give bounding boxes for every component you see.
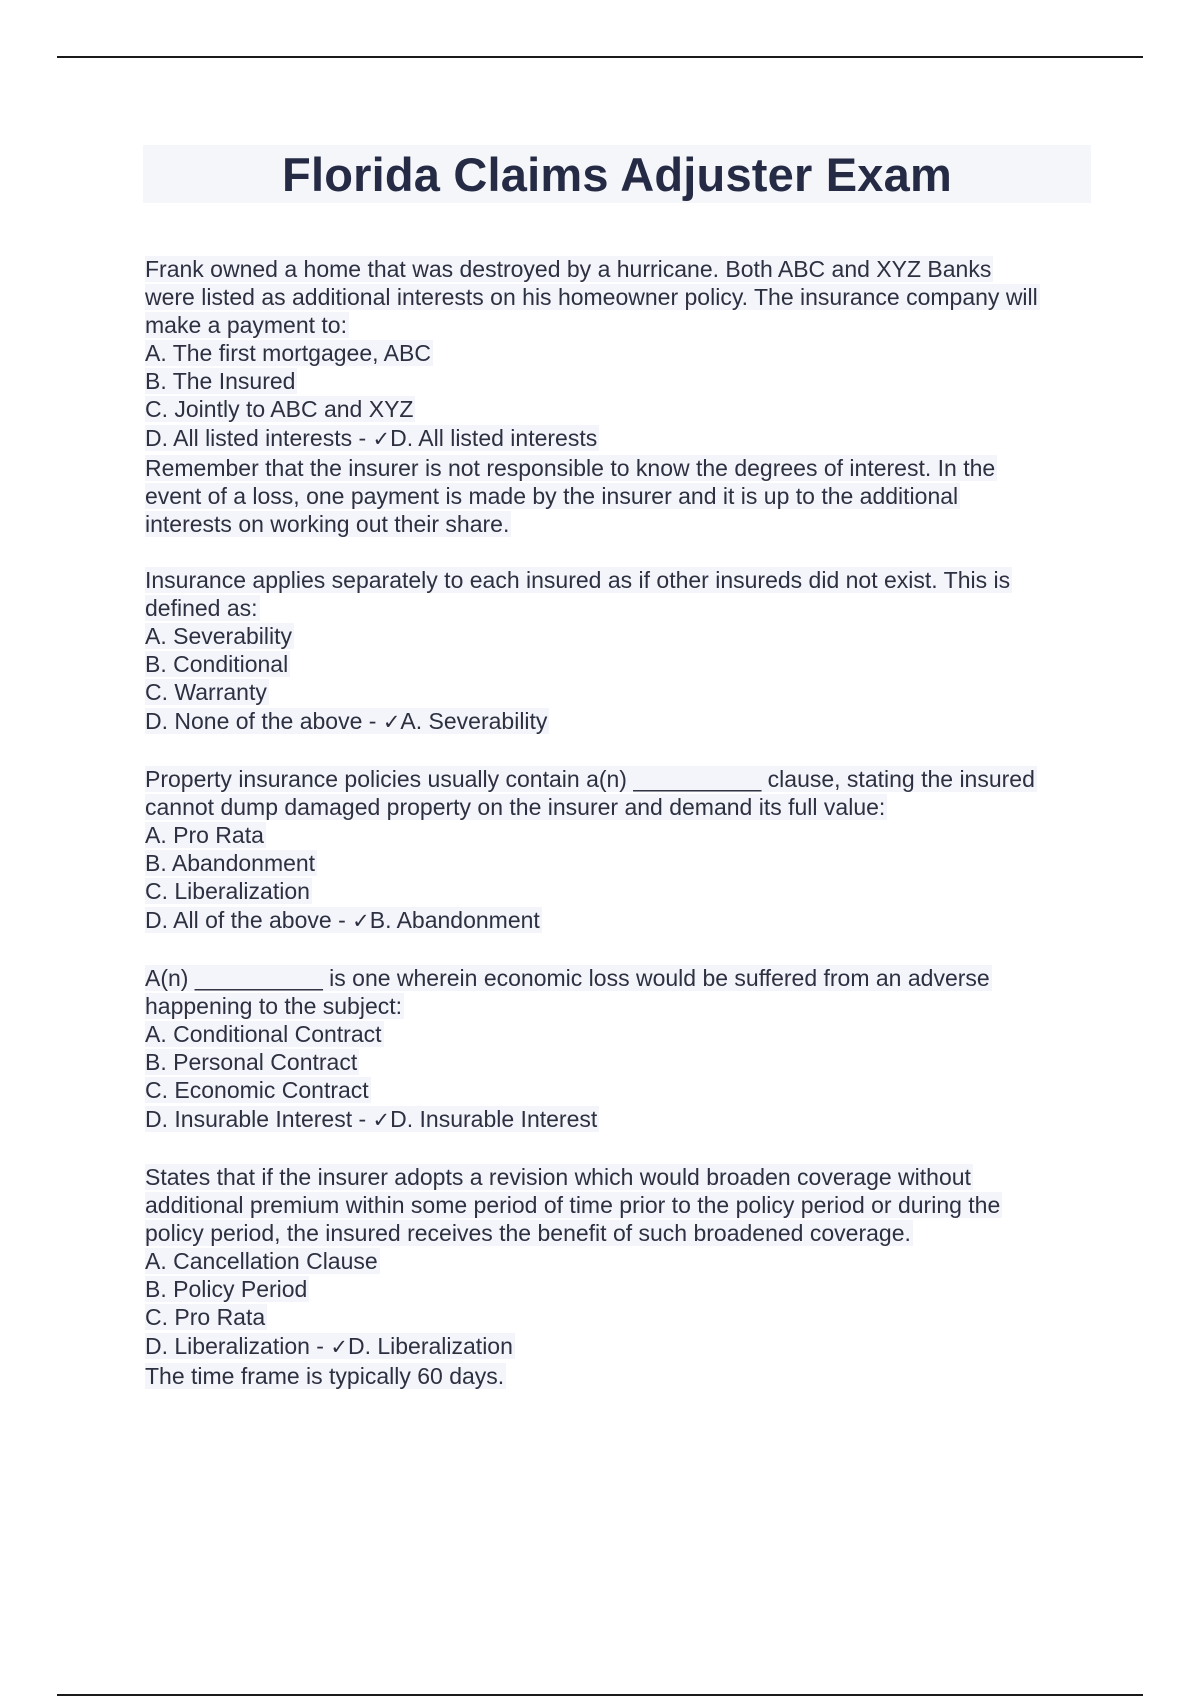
question-text: cannot dump damaged property on the insurer and demand its full value: [145,794,886,820]
correct-answer: D. Liberalization [347,1333,513,1359]
top-divider [57,56,1143,58]
check-icon: ✓ [330,1335,348,1359]
question-text: happening to the subject: [145,993,403,1019]
question-text: policy period, the insured receives the benefit of such broadened coverage. [145,1220,911,1246]
question-text: Insurance applies separately to each insured as if other insureds did not exist. This is [145,567,1011,593]
explanation-text: The time frame is typically 60 days. [145,1363,505,1389]
answer-option: A. The first mortgagee, ABC [145,340,431,366]
question-text: States that if the insurer adopts a revision which would broaden coverage without [145,1164,971,1190]
answer-option: D. All of the above - [145,907,353,933]
answer-option: C. Jointly to ABC and XYZ [145,396,414,422]
page-title: Florida Claims Adjuster Exam [282,147,952,201]
answer-option: C. Liberalization [145,878,310,904]
check-icon: ✓ [372,1108,391,1132]
answer-option: C. Warranty [145,679,267,705]
answer-option: B. Conditional [145,651,289,677]
answer-option: D. Liberalization - [145,1333,331,1359]
bottom-divider [57,1694,1143,1696]
explanation-text: event of a loss, one payment is made by the insurer and it is up to the additional [145,483,959,509]
title-band [143,145,1091,203]
answer-option: B. Policy Period [145,1276,308,1302]
question-text: defined as: [145,595,258,621]
question-block [145,964,1095,1135]
answer-option: D. Insurable Interest - [145,1106,373,1132]
answer-option: A. Cancellation Clause [145,1248,378,1274]
answer-option: A. Conditional Contract [145,1021,382,1047]
question-text: additional premium within some period of time prior to the policy period or during the [145,1192,1001,1218]
check-icon: ✓ [382,710,401,734]
questions-list [145,255,1095,1418]
check-icon: ✓ [352,909,370,933]
question-text: make a payment to: [145,312,347,338]
answer-option: A. Severability [145,623,293,649]
answer-key-line [145,1333,515,1359]
answer-key-line [145,907,542,933]
check-icon: ✓ [372,427,391,451]
answer-option: B. Abandonment [145,850,316,876]
answer-option: B. Personal Contract [145,1049,358,1075]
answer-key-line [145,708,549,734]
answer-option: B. The Insured [145,368,296,394]
answer-option: C. Pro Rata [145,1304,266,1330]
question-block [145,1163,1095,1390]
correct-answer: A. Severability [400,708,548,734]
question-block [145,765,1095,936]
answer-key-line [145,425,599,451]
answer-option: D. None of the above - [145,708,383,734]
correct-answer: D. All listed interests [390,425,598,451]
question-text: were listed as additional interests on his homeowner policy. The insurance company will [145,284,1038,310]
question-text: Property insurance policies usually contain a(n) __________ clause, stating the insured [145,766,1035,792]
answer-option: C. Economic Contract [145,1077,369,1103]
explanation-text: Remember that the insurer is not responsible to know the degrees of interest. In the [145,455,996,481]
question-text: A(n) __________ is one wherein economic loss would be suffered from an adverse [145,965,990,991]
correct-answer: D. Insurable Interest [390,1106,598,1132]
answer-option: D. All listed interests - [145,425,373,451]
correct-answer: B. Abandonment [369,907,540,933]
question-block [145,566,1095,737]
answer-option: A. Pro Rata [145,822,264,848]
question-block [145,255,1095,538]
answer-key-line [145,1106,599,1132]
explanation-text: interests on working out their share. [145,511,510,537]
question-text: Frank owned a home that was destroyed by a hurricane. Both ABC and XYZ Banks [145,256,992,282]
